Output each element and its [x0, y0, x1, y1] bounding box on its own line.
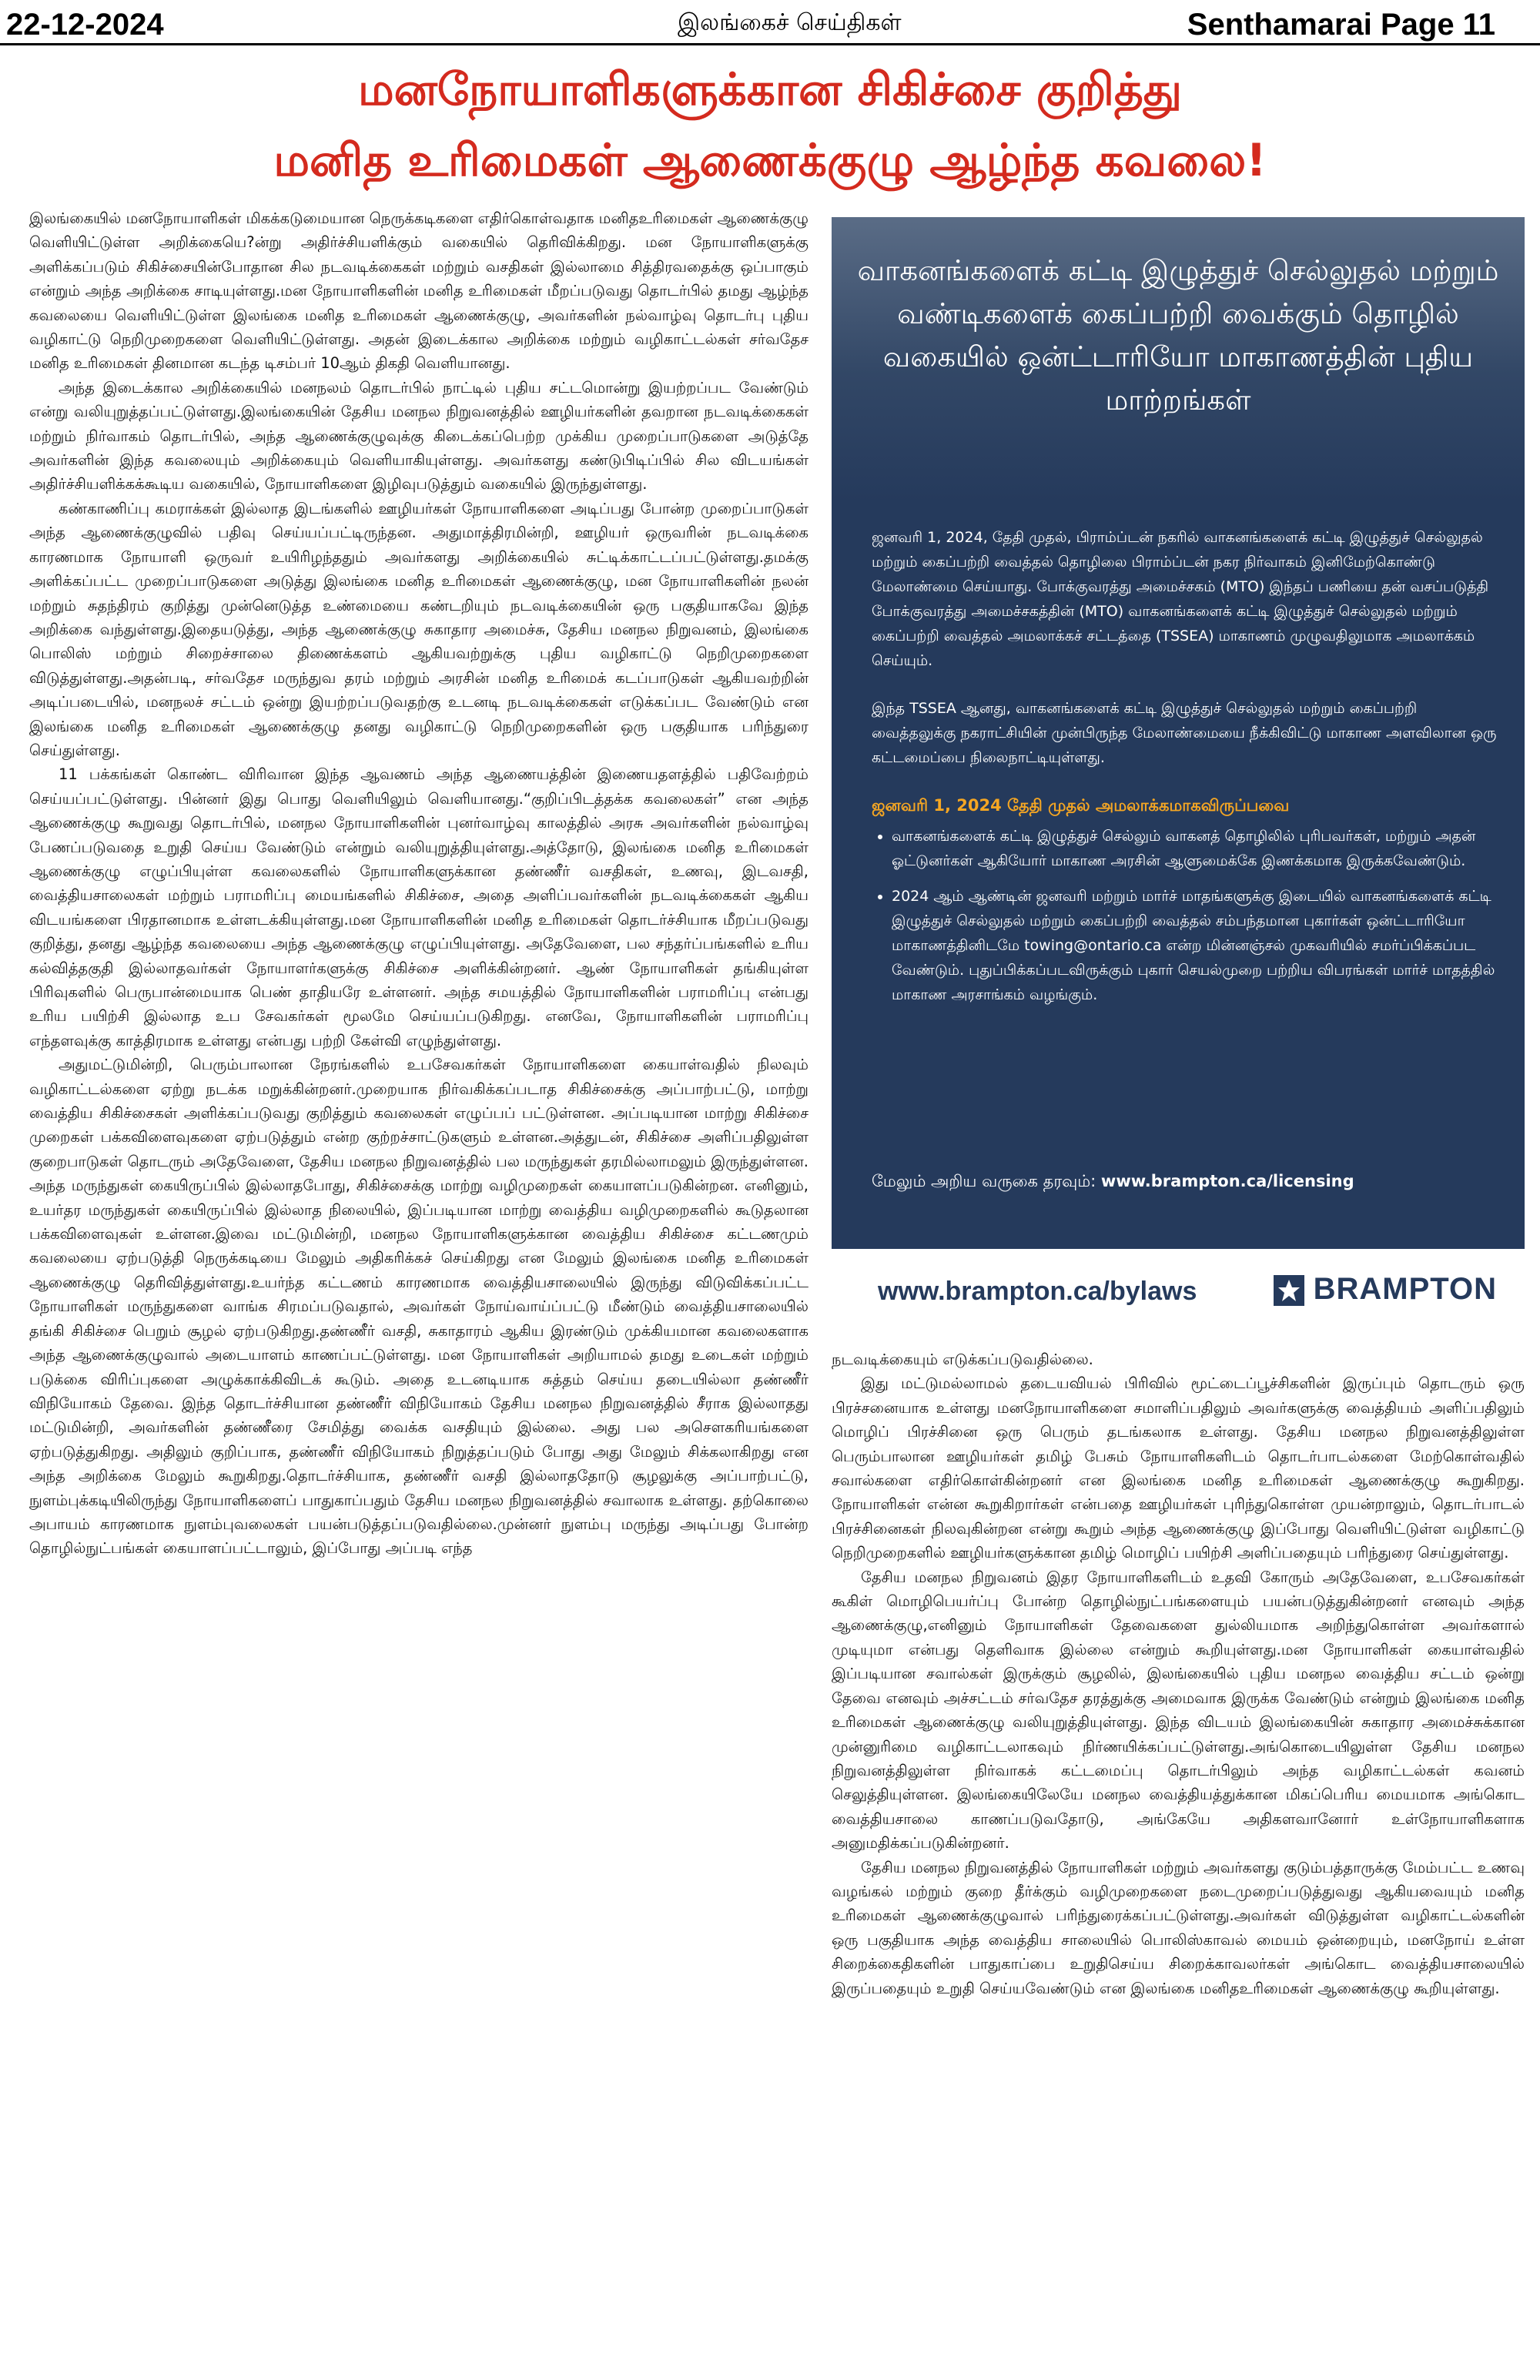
brampton-logo-text: BRAMPTON	[1313, 1272, 1497, 1306]
section-masthead: இலங்கைச் செய்திகள்	[678, 9, 902, 36]
brampton-flower-icon	[1272, 1274, 1306, 1307]
article-paragraph: அதுமட்டுமின்றி, பெரும்பாலான நேரங்களில் உபசேவகர்கள் நோயாளிகளை கையாள்வதில் நிலவும் வழிகாட்டல்களை ஏற்று நடக்க மறுக்கின்றனர்.முறையாக நிர்வகிக்கப்படாத சிகிச்சைக்கு அப்பாற்பட்டு, மாற்று வைத்திய சிகிச்சைகள் அளிக்கப்படுவது குறித்தும் கவலைகள் எழுப்பப் பட்டுள்ளன. அப்படியான மாற்று சிகிச்சை முறைகள் பக்கவிளைவுகளை ஏற்படுத்தும் என்ற குற்றச்சாட்டுகளும் உள்ளன.அத்துடன், சிகிச்சை அளிப்பதிலுள்ள குறைபாடுகள் தொடரும் அதேவேளை, தேசிய மனநல நிறுவனத்தில் பல மருந்துகள் தரமில்லாமலும் இருந்துள்ளன. அந்த மருந்துகள் கையிருப்பில் இல்லாதபோது, சிகிச்சைக்கு மாற்று வழிமுறைகள் கையாளப்படுகின்றன. எனினும், உயர்தர மருந்துகள் கையிருப்பில் இல்லாத நிலையில், இப்படியான மாற்று வைத்திய வழிமுறைகளில் கூடுதலான பக்கவிளைவுகள் உள்ளன.இவை மட்டுமின்றி, மனநல நோயாளிகளுக்கான வைத்திய சிகிச்சை கட்டணமும் கவலையை ஏற்படுத்தி நெருக்கடியை மேலும் அதிகரிக்கச் செய்கிறது என மேலும் இலங்கை மனித உரிமைகள் ஆணைக்குழு தெரிவித்துள்ளது.உயர்ந்த கட்டணம் காரணமாக வைத்தியசாலையில் இருந்து விடுவிக்கப்பட்ட நோயாளிகள் மருந்துகளை வாங்க சிரமப்படுவதால், அவர்கள் நோய்வாய்ப்பட்டு மீண்டும் வைத்தியசாலையில் தங்கி சிகிச்சை பெறும் சூழல் ஏற்படுகிறது.தண்ணீர் வசதி, சுகாதாரம் ஆகிய இரண்டும் முக்கியமான கவலைகளாக அந்த ஆணைக்குழுவால் அடையாளம் காணப்பட்டுள்ளது. மன நோயாளிகள் அறியாமல் தமது உடைகள் மற்றும் படுக்கை விரிப்புகளை அழுக்காக்கிவிடக் கூடும். அதை உடனடியாக சுத்தம் செய்ய தடையில்லா தண்ணீர் விநியோகம் தேவை. இந்த தொடர்ச்சியான தண்ணீர் விநியோகம் தேசிய மனநல நிறுவனத்தில் சீராக இல்லாதது மட்டுமின்றி, அவர்களின் தண்ணீரை சேமித்து வைக்க வசதியும் இல்லை. அது பல அசௌகரியங்களை ஏற்படுத்துகிறது. அதிலும் குறிப்பாக, தண்ணீர் விநியோகம் நிறுத்தப்படும் போது அது மேலும் சிக்கலாகிறது என அந்த அறிக்கை மேலும் கூறுகிறது.தொடர்ச்சியாக, தண்ணீர் வசதி இல்லாததோடு சூழலுக்கு அப்பாற்பட்டு, நுளம்புக்கடியிலிருந்து நோயாளிகளைப் பாதுகாப்பதும் தேசிய மனநல நிறுவனத்தில் சவாலாக உள்ளது. தற்கொலை அபாயம் காரணமாக நுளம்புவலைகள் பயன்படுத்தப்படுவதில்லை.முன்னர் நுளம்பு மருந்து அடிப்பது போன்ற தொழில்நுட்பங்கள் கையாளப்பட்டாலும், இப்போது அப்படி எந்த	[29, 1056, 808, 1558]
article-left-column	[29, 206, 808, 2374]
article-paragraph: தேசிய மனநல நிறுவனத்தில் நோயாளிகள் மற்றும் அவர்களது குடும்பத்தாருக்கு மேம்பட்ட உணவு வழங்கல் மற்றும் குறை தீர்க்கும் வழிமுறைகளை நடைமுறைப்படுத்துவது ஆகியவையும் மனித உரிமைகள் ஆணைக்குழுவால் பரிந்துரைக்கப்பட்டுள்ளது.அவர்கள் விடுத்துள்ள வழிகாட்டல்களின் ஒரு பகுதியாக அந்த வைத்திய சாலையில் பொலிஸ்காவல் மையம் ஒன்றையும், மனநோய் உள்ள சிறைக்கைதிகளின் பாதுகாப்பை உறுதிசெய்ய சிறைக்காவலர்கள் அங்கொட வைத்தியசாலையில் இருப்பதையும் உறுதி செய்யவேண்டும் என இலங்கை மனிதஉரிமைகள் ஆணைக்குழு கூறியுள்ளது.	[832, 1858, 1525, 1997]
brampton-advertisement	[832, 217, 1525, 1334]
article-paragraph: தேசிய மனநல நிறுவனம் இதர நோயாளிகளிடம் உதவி கோரும் அதேவேளை, உபசேவகர்கள் கூகிள் மொழிபெயர்ப்பு போன்ற தொழில்நுட்பங்களையும் பயன்படுத்துகின்றனர் எனவும் அந்த ஆணைக்குழு,எனினும் நோயாளிகள் தேவைகளை துல்லியமாக அறிந்துகொள்ள அவர்களால் முடியுமா என்பது தெளிவாக இல்லை என்றும் கூறியுள்ளது.மன நோயாளிகள் கையாள்வதில் இப்படியான சவால்கள் இருக்கும் சூழலில், இலங்கையில் புதிய மனநல வைத்திய சட்டம் ஒன்று தேவை எனவும் அச்சட்டம் சர்வதேச தரத்துக்கு அமைவாக இருக்க வேண்டும் என்றும் இலங்கை மனித உரிமைகள் ஆணைக்குழு வலியுறுத்தியுள்ளது. இந்த விடயம் இலங்கையின் சுகாதார அமைச்சுக்கான முன்னுரிமை வழிகாட்டலாகவும் நிர்ணயிக்கப்பட்டுள்ளது.அங்கொடையிலுள்ள தேசிய மனநல நிறுவனத்திலுள்ள நிர்வாகக் கட்டமைப்பு தொடர்பிலும் அந்த வழிகாட்டல்கள் கவனம் செலுத்தியுள்ளன. இலங்கையிலேயே மனநல வைத்தியத்துக்கான மிகப்பெரிய மையமாக அங்கொட வைத்தியசாலை காணப்படுவதோடு, அங்கேயே அதிகளவானோர் உள்நோயாளிகளாக அனுமதிக்கப்படுகின்றனர்.	[832, 1568, 1525, 1853]
brampton-logo	[1272, 1272, 1497, 1307]
article-headline	[0, 54, 1540, 196]
headline-line-2: மனித உரிமைகள் ஆணைக்குழு ஆழ்ந்த கவலை!	[273, 134, 1267, 186]
issue-date: 22-12-2024	[6, 8, 164, 42]
ad-more-prefix: மேலும் அறிய வருகை தரவும்:	[872, 1172, 1101, 1190]
page-header	[0, 5, 1540, 46]
ad-bullet-list	[872, 824, 1503, 1007]
ad-paragraph: இந்த TSSEA ஆனது, வாகனங்களைக் கட்டி இழுத்துச் செல்லுதல் மற்றும் கைப்பற்றி வைத்தலுக்கு நகராட்சியின் முன்பிருந்த மேலாண்மையை நீக்கிவிட்டு மாகாண அளவிலான ஒரு கட்டமைப்பை நிலைநாட்டியுள்ளது.	[872, 700, 1497, 766]
article-paragraph: இலங்கையில் மனநோயாளிகள் மிகக்கடுமையான நெருக்கடிகளை எதிர்கொள்வதாக மனிதஉரிமைகள் ஆணைக்குழு வெளியிட்டுள்ள அறிக்கையெ?ன்று அதிர்ச்சியளிக்கும் வகையில் தெரிவிக்கிறது. மன நோயாளிகளுக்கு அளிக்கப்படும் சிகிச்சையின்போதான சில நடவடிக்கைகள் மற்றும் வசதிகள் இல்லாமை சித்திரவதைக்கு ஒப்பாகும் என்றும் அந்த அறிக்கை சாடியுள்ளது.மன நோயாளிகளின் மனித உரிமைகள் மீறப்படுவது தொடர்பில் தமது ஆழ்ந்த கவலையை வெளியிட்டுள்ள இலங்கை மனித உரிமைகள் ஆணைக்குழு, அவர்களின் நல்வாழ்வு தொடர்பு புதிய வழிகாட்டு நெறிமுறைகளை வெளியிட்டுள்ளது. அதன் இடைக்கால அறிக்கை மற்றும் வழிகாட்டல்கள் சர்வதேச மனித உரிமைகள் தினமான கடந்த டிசம்பர் 10ஆம் திகதி வெளியானது.	[29, 209, 808, 373]
ad-bullet: • வாகனங்களைக் கட்டி இழுத்துச் செல்லும் வாகனத் தொழிலில் புரிபவர்கள், மற்றும் அதன் ஓட்டுனர்கள் ஆகியோர் மாகாண அரசின் ஆளுமைக்கே இணக்கமாக இருக்கவேண்டும்.	[892, 824, 1503, 873]
article-paragraph: 11 பக்கங்கள் கொண்ட விரிவான இந்த ஆவணம் அந்த ஆணையத்தின் இணையதளத்தில் பதிவேற்றம் செய்யப்பட்டுள்ளது. பின்னர் இது பொது வெளியிலும் வெளியானது.“குறிப்பிடத்தக்க கவலைகள்” என அந்த ஆணைக்குழு கூறுவது தொடர்பில், மனநல நோயாளிகளின் புனர்வாழ்வு காலத்தில் அரசு அவர்களின் நல்வாழ்வு பேணப்படுவதை உறுதி செய்ய வேண்டும் என்றும் வலியுறுத்தியுள்ளது.அத்தோடு, இலங்கை மனித உரிமைகள் ஆணைக்குழு எழுப்பியுள்ள கவலைகளில் நோயாளிகளுக்கான தண்ணீர் வசதிகள், உணவு, இடவசதி, வைத்தியசாலைகள் மற்றும் பராமரிப்பு மையங்களில் சிகிச்சை, அதை அளிப்பவர்களின் நடவடிக்கைகள் ஆகிய விடயங்களை பிரதானமாக உள்ளடக்கியுள்ளது.மன நோயாளிகளின் மனித உரிமைகள் தொடர்ச்சியாக மீறப்படுவது குறித்து, தனது ஆழ்ந்த கவலையை அந்த ஆணைக்குழு எழுப்பியுள்ளது. அதேவேளை, பல சந்தர்ப்பங்களில் உரிய கல்வித்தகுதி இல்லாதவர்கள் நோயாளர்களுக்கு சிகிச்சை அளிக்கின்றனர். ஆண் நோயாளிகள் தங்கியுள்ள பிரிவுகளில் பெருபான்மையாக பெண் தாதியரே உள்ளனர். அந்த சமயத்தில் நோயாளிகளின் பராமரிப்பு என்பது உரிய பயிற்சி இல்லாத உப சேவகர்கள் மூலமே செய்யப்படுகிறது. எனவே, நோயாளிகளின் பராமரிப்பு எந்தளவுக்கு காத்திரமாக உள்ளது என்பது பற்றி கேள்வி எழுந்துள்ளது.	[29, 765, 808, 1049]
ad-licensing-link[interactable]: www.brampton.ca/licensing	[1100, 1172, 1354, 1190]
ad-more-info	[872, 1172, 1354, 1193]
ad-bylaws-link[interactable]: www.brampton.ca/bylaws	[878, 1277, 1197, 1306]
article-right-column	[832, 1347, 1525, 2374]
ad-bullet: • 2024 ஆம் ஆண்டின் ஜனவரி மற்றும் மார்ச் மாதங்களுக்கு இடையில் வாகனங்களைக் கட்டி இழுத்துச் செல்லுதல் மற்றும் கைப்பற்றி வைத்தல் சம்பந்தமான புகார்கள் ஒன்ட்டாரியோ மாகாணத்தினிடமே towing@ontario.ca என்ற மின்னஞ்சல் முகவரியில் சமர்ப்பிக்கப்பட வேண்டும். புதுப்பிக்கப்படவிருக்கும் புகார் செயல்முறை பற்றிய விபரங்கள் மார்ச் மாதத்தில் மாகாண அரசாங்கம் வழங்கும்.	[892, 884, 1503, 1007]
ad-headline: வாகனங்களைக் கட்டி இழுத்துச் செல்லுதல் மற்றும் வண்டிகளைக் கைப்பற்றி வைக்கும் தொழில் வகையில் ஒன்ட்டாரியோ மாகாணத்தின் புதிய மாற்றங்கள்	[857, 254, 1499, 417]
article-paragraph: நடவடிக்கையும் எடுக்கப்படுவதில்லை.	[832, 1351, 1093, 1368]
article-paragraph: கண்காணிப்பு கமராக்கள் இல்லாத இடங்களில் ஊழியர்கள் நோயாளிகளை அடிப்பது போன்ற முறைப்பாடுகள் அந்த ஆணைக்குழுவில் பதிவு செய்யப்பட்டிருந்தன. அதுமாத்திரமின்றி, ஊழியர் ஒருவரின் நடவடிக்கை காரணமாக நோயாளி ஒருவர் உயிரிழந்ததும் அவர்களது அறிக்கையில் சுட்டிக்காட்டப்பட்டுள்ளது.தமக்கு அளிக்கப்பட்ட முறைப்பாடுகளை அடுத்து இலங்கை மனித உரிமைகள் ஆணைக்குழு, மன நோயாளிகளின் நலன் மற்றும் சுதந்திரம் குறித்து முன்னெடுத்த உண்மையை கண்டறியும் நடவடிக்கையின் ஒரு பகுதியாகவே இந்த அறிக்கை வந்துள்ளது.இதையடுத்து, அந்த ஆணைக்குழு சுகாதார அமைச்சு, தேசிய மனநல நிறுவனம், இலங்கை பொலிஸ் மற்றும் சிறைச்சாலை திணைக்களம் ஆகியவற்றுக்கு புதிய வழிகாட்டு நெறிமுறைகளை விடுத்துள்ளது.அதன்படி, சர்வதேச மருந்துவ தரம் மற்றும் அரசின் மனித உரிமைக் கடப்பாடுகள் ஆகியவற்றின் அடிப்படையில், மனநலச் சட்டம் ஒன்று இயற்றப்படுவதற்கு உடனடி நடவடிக்கைகள் எடுக்கப்பட வேண்டும் என இலங்கை மனித உரிமைகள் ஆணைக்குழு தனது வழிகாட்டு நெறிமுறைகளின் ஒரு பகுதியாக பரிந்துரை செய்துள்ளது.	[29, 499, 808, 759]
page-number: Senthamarai Page 11	[1187, 8, 1495, 42]
ad-body	[872, 525, 1503, 1018]
ad-paragraph: ஜனவரி 1, 2024, தேதி முதல், பிராம்ப்டன் நகரில் வாகனங்களைக் கட்டி இழுத்துச் செல்லுதல் மற்றும் கைப்பற்றி வைத்தல் தொழிலை பிராம்ப்டன் நகர நிர்வாகம் இனிமேற்கொண்டு மேலாண்மை செய்யாது. போக்குவரத்து அமைச்சகம் (MTO) இந்தப் பணியை தன் வசப்படுத்தி போக்குவரத்து அமைச்சகத்தின் (MTO) வாகனங்களைக் கட்டி இழுத்துச் செல்லுதல் மற்றும் கைப்பற்றி வைத்தல் அமலாக்கச் சட்டத்தை (TSSEA) மாகாணம் முழுவதிலுமாக அமலாக்கம் செய்யும்.	[872, 529, 1489, 669]
headline-line-1: மனநோயாளிகளுக்கான சிகிச்சை குறித்து	[357, 63, 1183, 115]
header-rule	[0, 43, 1540, 45]
article-paragraph: இது மட்டுமல்லாமல் தடையவியல் பிரிவில் மூட்டைப்பூச்சிகளின் இருப்பும் தொடரும் ஒரு பிரச்சனையாக உள்ளது மனநோயாளிகளை சமாளிப்பதிலும் அவர்களுக்கு வைத்தியம் அளிப்பதிலும் மொழிப் பிரச்சினை ஒரு பெரும் தடங்கலாக உள்ளது. தேசிய மனநல நிறுவனத்திலுள்ள பெரும்பாலான ஊழியர்கள் தமிழ் பேசும் நோயாளிகளிடம் தொடர்பாடல்களை மேற்கொள்வதில் சவால்களை எதிர்கொள்கின்றனர் என இலங்கை மனித உரிமைகள் ஆணைக்குழு கூறுகிறது. நோயாளிகள் என்ன கூறுகிறார்கள் என்பதை ஊழியர்கள் புரிந்துகொள்ள முயன்றாலும், தொடர்பாடல் பிரச்சினைகள் நிலவுகின்றன என்று கூறும் அந்த ஆணைக்குழு இப்போது வெளியிட்டுள்ள வழிகாட்டு நெறிமுறைகளில் ஊழியர்களுக்கான தமிழ் மொழிப் பயிற்சி அளிப்பதையும் பரிந்துரை செய்துள்ளது.	[832, 1374, 1525, 1562]
article-paragraph: அந்த இடைக்கால அறிக்கையில் மனநலம் தொடர்பில் நாட்டில் புதிய சட்டமொன்று இயற்றப்பட வேண்டும் என்று வலியுறுத்தப்பட்டுள்ளது.இலங்கையின் தேசிய மனநல நிறுவனத்தில் ஊழியர்களின் தவறான நடவடிக்கைகள் மற்றும் நிர்வாகம் தொடர்பில், அந்த ஆணைக்குழுவுக்கு கிடைக்கப்பெற்ற முக்கிய முறைப்பாடுகளை அடுத்தே அவர்களின் இந்த கவலையும் அறிக்கையும் வெளியாகியுள்ளது. அவர்களது கண்டுபிடிப்பில் சில விடயங்கள் அதிர்ச்சியளிக்கக்கூடிய வகையில், நோயாளிகளை இழிவுபடுத்தும் வகையில் இருந்துள்ளது.	[29, 378, 808, 494]
ad-footer	[832, 1249, 1525, 1334]
ad-highlight-heading: ஜனவரி 1, 2024 தேதி முதல் அமலாக்கமாகவிருப்பவை	[872, 796, 1290, 815]
